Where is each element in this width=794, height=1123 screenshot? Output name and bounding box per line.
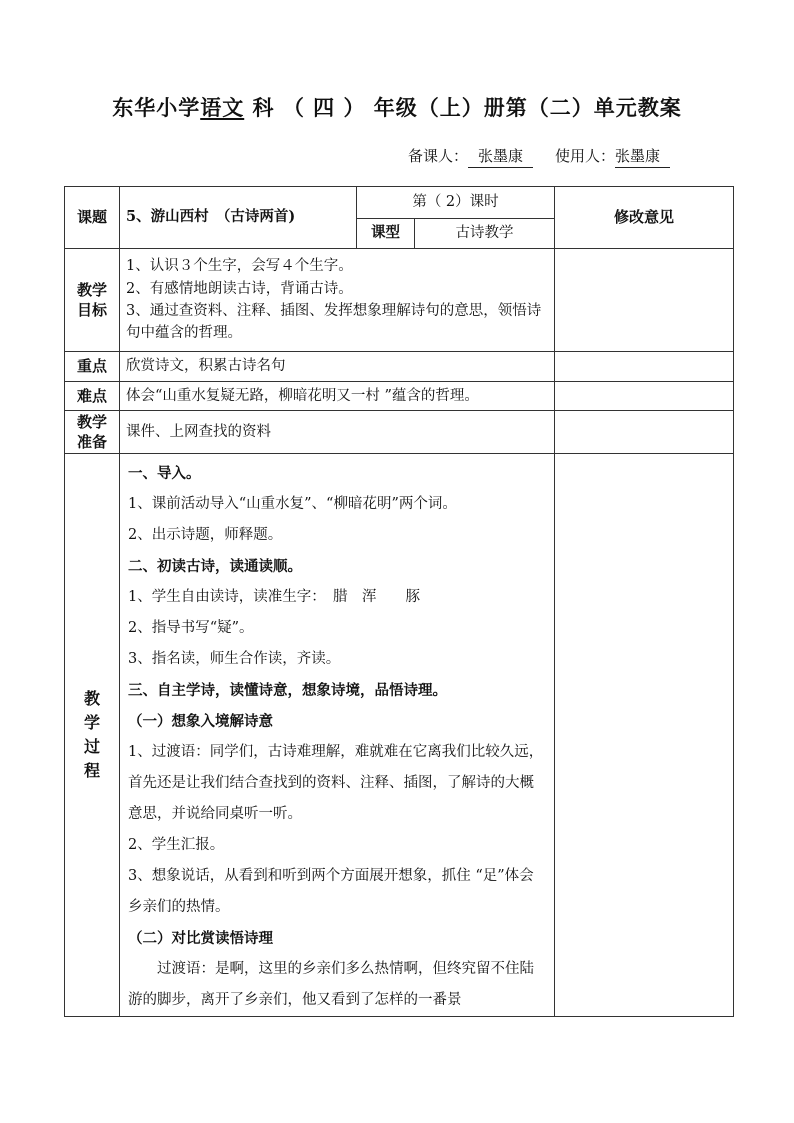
process-line: 1、学生自由读诗，读准生字： 腊 浑 豚 bbox=[128, 589, 420, 605]
revision-cell bbox=[555, 382, 734, 411]
process-line: 2、学生汇报。 bbox=[128, 837, 225, 853]
preparer-label: 备课人： bbox=[408, 147, 469, 165]
process-line: 三、自主学诗，读懂诗意，想象诗境，品悟诗理。 bbox=[128, 682, 447, 699]
revision-label: 修改意见 bbox=[555, 187, 734, 249]
process-line: （二）对比赏读悟诗理 bbox=[128, 930, 273, 947]
prep-label: 教学准备 bbox=[65, 411, 120, 454]
revision-cell bbox=[555, 454, 734, 1017]
process-line: 1、过渡语：同学们，古诗难理解，难就难在它离我们比较久远，首先还是让我们结合查找到的资料、注释、插图，了解诗的大概意思，并说给同桌听一听。 bbox=[128, 744, 544, 822]
user-label: 使用人： bbox=[555, 147, 616, 165]
process-label: 教学过程 bbox=[65, 454, 120, 1017]
ke-label: 科 bbox=[252, 95, 275, 120]
process-line: （一）想象入境解诗意 bbox=[128, 713, 273, 730]
goals-label: 教学目标 bbox=[65, 249, 120, 352]
goal-item: 3、通过查资料、注释、插图、发挥想象理解诗句的意思，领悟诗句中蕴含的哲理。 bbox=[126, 303, 542, 342]
period-value: 第（ 2）课时 bbox=[357, 187, 555, 219]
subject-name: 语文 bbox=[200, 95, 245, 120]
revision-cell bbox=[555, 249, 734, 352]
difficulty-label: 难点 bbox=[65, 382, 120, 411]
school-name: 东华小学 bbox=[112, 95, 201, 120]
goal-item: 2、有感情地朗读古诗，背诵古诗。 bbox=[126, 280, 353, 297]
key-value: 欣赏诗文，积累古诗名句 bbox=[120, 352, 555, 382]
process-line: 2、出示诗题，师释题。 bbox=[128, 527, 283, 543]
grade-suffix: 年级（上）册第（二）单元教案 bbox=[373, 95, 682, 120]
process-line: 2、指导书写“疑”。 bbox=[128, 620, 254, 636]
process-line: 过渡语：是啊，这里的乡亲们多么热情啊，但终究留不住陆游的脚步，离开了乡亲们，他又看到了怎样的一番景 bbox=[128, 961, 534, 1008]
process-line: 一、导入。 bbox=[128, 465, 201, 482]
goal-item: 1、认识３个生字，会写４个生字。 bbox=[126, 258, 353, 275]
topic-value: 5、游山西村 （古诗两首) bbox=[120, 187, 357, 249]
key-label: 重点 bbox=[65, 352, 120, 382]
goals-list bbox=[120, 249, 555, 352]
revision-cell bbox=[555, 411, 734, 454]
document-title bbox=[0, 92, 794, 122]
revision-cell bbox=[555, 352, 734, 382]
type-label: 课型 bbox=[357, 219, 415, 249]
process-line: 3、想象说话，从看到和听到两个方面展开想象，抓住 “足”体会乡亲们的热情。 bbox=[128, 868, 534, 915]
type-value: 古诗教学 bbox=[415, 219, 555, 249]
process-line: 1、课前活动导入“山重水复”、“柳暗花明”两个词。 bbox=[128, 496, 457, 512]
process-content bbox=[120, 454, 555, 1017]
lesson-plan-table bbox=[64, 186, 734, 1017]
topic-label: 课题 bbox=[65, 187, 120, 249]
byline bbox=[408, 145, 670, 168]
grade-value: （ 四 ） bbox=[282, 95, 366, 120]
difficulty-value: 体会“山重水复疑无路，柳暗花明又一村 ”蕴含的哲理。 bbox=[120, 382, 555, 411]
prep-value: 课件、上网查找的资料 bbox=[120, 411, 555, 454]
user-name: 张墨康 bbox=[615, 145, 670, 168]
process-line: 3、指名读，师生合作读，齐读。 bbox=[128, 651, 341, 667]
preparer-name: 张墨康 bbox=[468, 145, 533, 168]
process-line: 二、初读古诗，读通读顺。 bbox=[128, 558, 302, 575]
